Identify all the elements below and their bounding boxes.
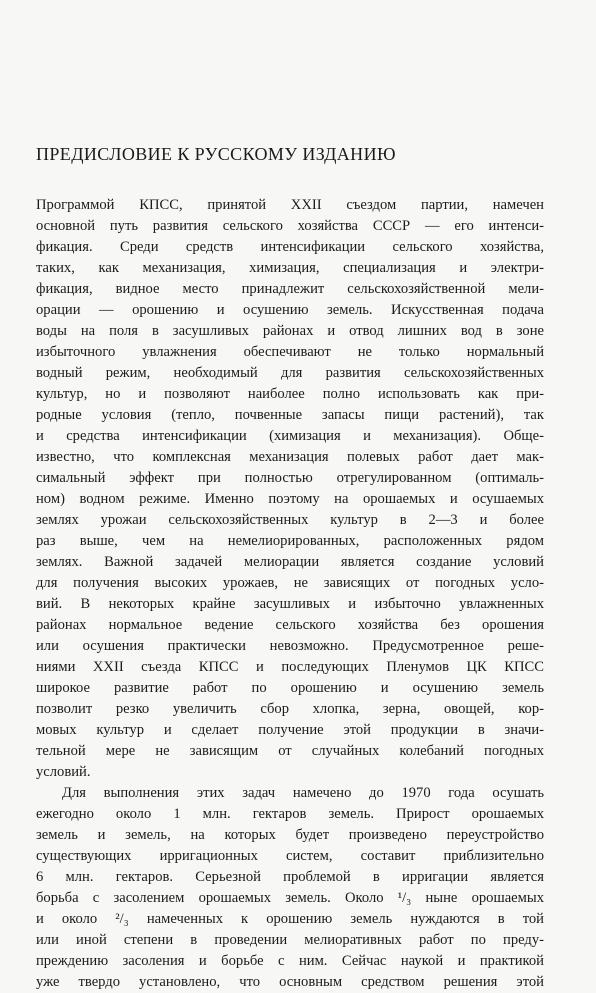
text-line: районах нормальное ведение сельского хозяйства без орошения (36, 617, 544, 633)
text-line: орации — орошению и осушению земель. Искусственная подача (36, 302, 544, 318)
text-line: родные условия (тепло, почвенные запасы пищи растений), так (36, 407, 544, 423)
text-line: раз выше, чем на немелиорированных, расположенных рядом (36, 533, 544, 549)
text-line: фикация. Среди средств интенсификации сельского хозяйства, (36, 239, 544, 255)
text-line: таких, как механизация, химизация, специализация и электри- (36, 260, 544, 276)
text-line: 6 млн. гектаров. Серьезной проблемой в ирригации является (36, 869, 544, 885)
text-line: землях урожаи сельскохозяйственных культур в 2—3 и более (36, 512, 544, 528)
text-line: культур, но и позволяют наиболее полно использовать как при- (36, 386, 544, 402)
text-line: избыточного увлажнения обеспечивают не только нормальный (36, 344, 544, 360)
text-line: Для выполнения этих задач намечено до 1970 года осушать (62, 785, 544, 801)
text-line: ниями XXII съезда КПСС и последующих Пленумов ЦК КПСС (36, 659, 544, 675)
text-line: или иной степени в проведении мелиоративных работ по преду- (36, 932, 544, 948)
text-line: основной путь развития сельского хозяйства СССР — его интенси- (36, 218, 544, 234)
text-line: и средства интенсификации (химизация и механизация). Обще- (36, 428, 544, 444)
body-paragraph (36, 195, 544, 783)
text-line: землях. Важной задачей мелиорации является создание условий (36, 554, 544, 570)
text-line: или осушения практически невозможно. Предусмотренное реше- (36, 638, 544, 654)
text-line: для получения высоких урожаев, не зависящих от погодных усло- (36, 575, 544, 591)
page-title: ПРЕДИСЛОВИЕ К РУССКОМУ ИЗДАНИЮ (36, 144, 396, 164)
text-line: ежегодно около 1 млн. гектаров земель. Прирост орошаемых (36, 806, 544, 822)
text-line: водный режим, необходимый для развития сельскохозяйственных (36, 365, 544, 381)
text-line: земель и земель, на которых будет произведено переустройство (36, 827, 544, 843)
text-line: широкое развитие работ по орошению и осушению земель (36, 680, 544, 696)
text-line: тельной мере не зависящим от случайных колебаний погодных (36, 743, 544, 759)
text-line: вий. В некоторых крайне засушливых и избыточно увлажненных (36, 596, 544, 612)
text-line: известно, что комплексная механизация полевых работ дает мак- (36, 449, 544, 465)
text-line: мовых культур и сделает получение этой продукции в значи- (36, 722, 544, 738)
text-line: ном) водном режиме. Именно поэтому на орошаемых и осушаемых (36, 491, 544, 507)
text-line: воды на поля в засушливых районах и отвод лишних вод в зоне (36, 323, 544, 339)
text-line: Программой КПСС, принятой XXII съездом партии, намечен (36, 197, 544, 213)
text-line: условий. (36, 764, 91, 780)
text-line: симальный эффект при полностью отрегулированном (оптималь- (36, 470, 544, 486)
body-paragraph (36, 783, 544, 993)
text-line: фикация, видное место принадлежит сельскохозяйственной мели- (36, 281, 544, 297)
text-line: уже твердо установлено, что основным средством решения этой (36, 974, 544, 990)
text-line: и около ²/₃ намеченных к орошению земель нуждаются в той (36, 911, 544, 927)
text-line: преждению засоления и борьбе с ним. Сейчас наукой и практикой (36, 953, 544, 969)
text-line: позволит резко увеличить сбор хлопка, зерна, овощей, кор- (36, 701, 544, 717)
text-line: существующих ирригационных систем, составит приблизительно (36, 848, 544, 864)
text-line: борьба с засолением орошаемых земель. Около ¹/₃ ныне орошаемых (36, 890, 544, 906)
